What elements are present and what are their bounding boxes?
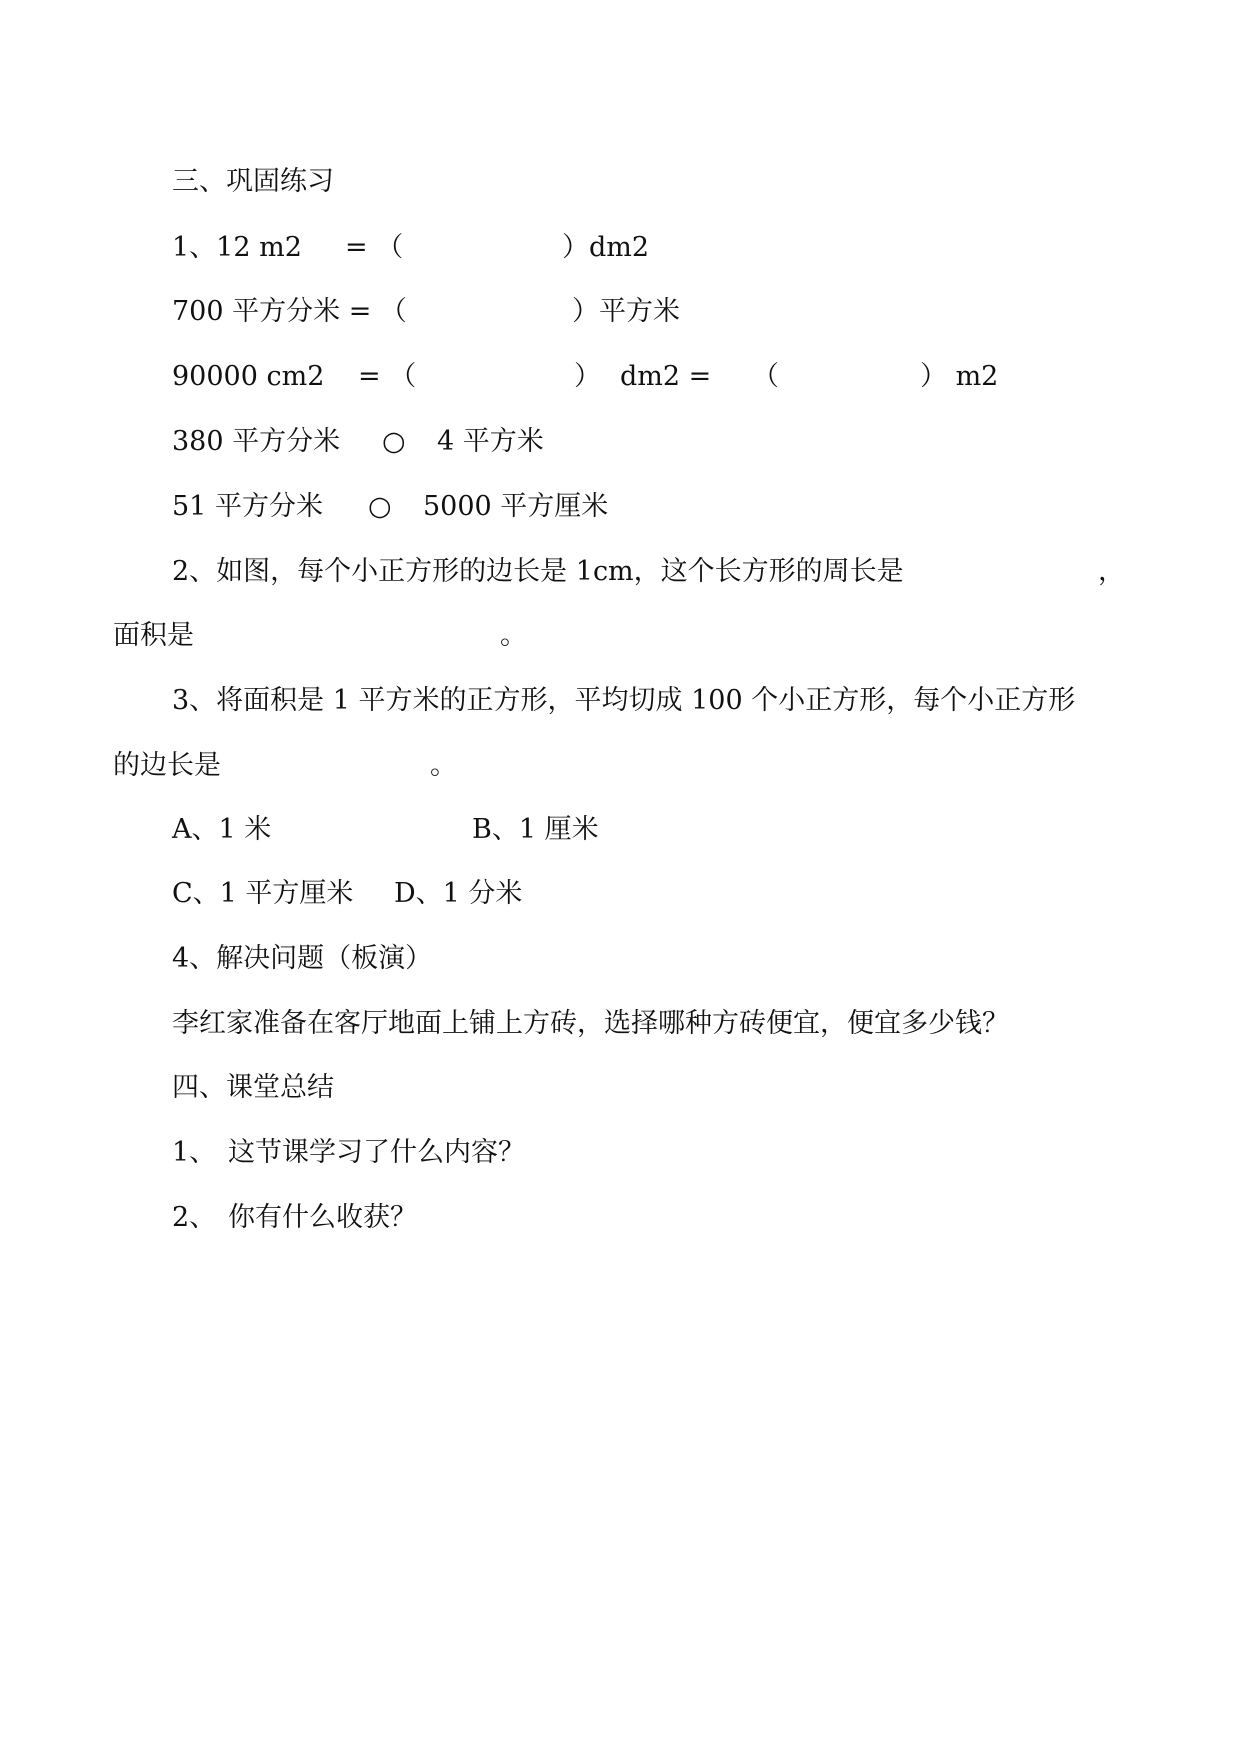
q4-text: 李红家准备在客厅地面上铺上方砖，选择哪种方砖便宜，便宜多少钱？	[172, 1008, 1009, 1039]
section4-heading: 四、课堂总结	[172, 1072, 334, 1103]
summary-item-1-text: 这节课学习了什么内容？	[228, 1137, 525, 1168]
q4-title: 4、解决问题（板演）	[172, 943, 433, 974]
summary-item-2-num: 2、	[172, 1202, 217, 1233]
q1-row1-eq: = （	[345, 232, 404, 263]
q1-row4-circle: ○	[382, 426, 406, 457]
q2-line2: 面积是	[113, 620, 194, 651]
q1-row3-close2: ） m2	[920, 361, 999, 392]
q3-option-c: C、1 平方厘米	[172, 878, 354, 909]
q1-row3-eq: = （	[358, 361, 417, 392]
summary-item-2-text: 你有什么收获？	[228, 1202, 417, 1233]
q1-row3-open2: （	[752, 361, 779, 392]
q3-option-a: A、1 米	[172, 814, 272, 845]
q1-row3-close1: ）	[574, 361, 601, 392]
q1-row3-left: 90000 cm2	[172, 361, 325, 392]
q3-option-b: B、1 厘米	[472, 814, 599, 845]
q1-row5-right: 5000 平方厘米	[423, 491, 609, 522]
q3-option-d: D、1 分米	[394, 878, 523, 909]
section3-heading: 三、巩固练习	[172, 166, 334, 197]
q2-comma: ，	[1098, 556, 1125, 587]
q1-row5-circle: ○	[368, 491, 392, 522]
q1-row3-mid: dm2 =	[620, 361, 712, 392]
q1-row1-close: ）dm2	[562, 232, 650, 263]
q1-row4-right: 4 平方米	[437, 426, 544, 457]
q1-row4-left: 380 平方分米	[172, 426, 341, 457]
q3-period: 。	[430, 750, 457, 781]
q3-line2: 的边长是	[113, 750, 221, 781]
q1-row2-close: ）平方米	[572, 296, 680, 327]
summary-item-1-num: 1、	[172, 1137, 217, 1168]
q1-row1-left: 1、12 m2	[172, 232, 302, 263]
q3-line1: 3、将面积是 1 平方米的正方形，平均切成 100 个小正方形，每个小正方形	[172, 685, 1076, 716]
q1-row5-left: 51 平方分米	[172, 491, 323, 522]
q1-row2-left: 700 平方分米 = （	[172, 296, 407, 327]
q2-line1: 2、如图，每个小正方形的边长是 1cm，这个长方形的周长是	[172, 556, 904, 587]
q2-period: 。	[500, 620, 527, 651]
